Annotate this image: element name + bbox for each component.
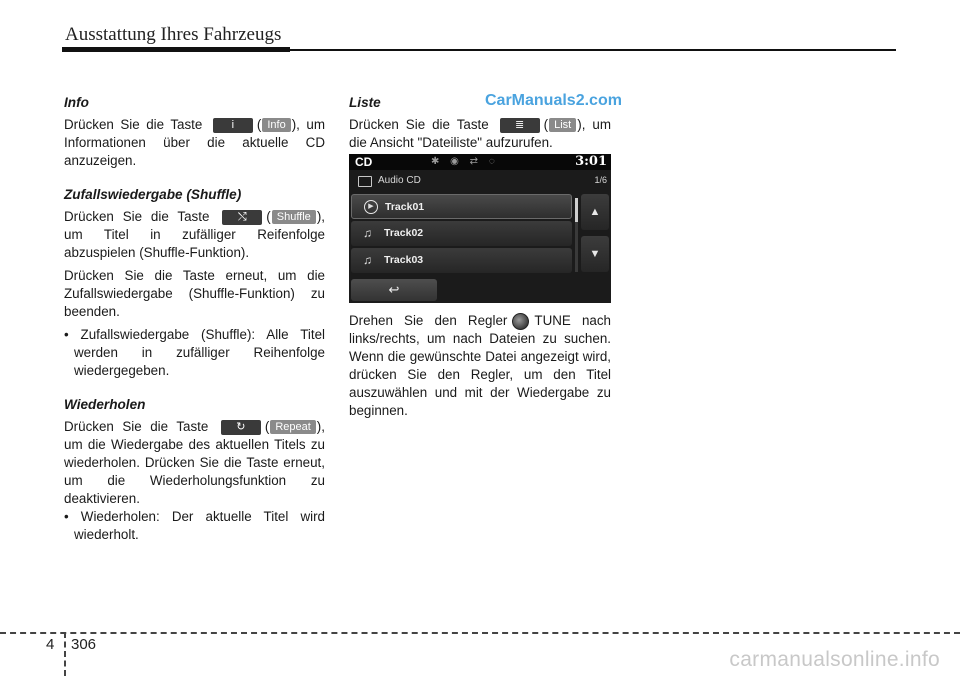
- right-column: [349, 94, 611, 152]
- shuffle-bullet: • Zufallswiedergabe (Shuffle): Alle Titel werden in zufälliger Reihenfolge wiedergegeben.: [64, 327, 325, 378]
- cd-screen: [349, 154, 611, 303]
- folder-name: Audio CD: [378, 175, 421, 186]
- tune-section: [349, 312, 611, 420]
- info-key-icon: i: [213, 118, 253, 133]
- shuffle-button-label: Shuffle: [272, 210, 316, 224]
- back-button[interactable]: ↩: [351, 279, 437, 301]
- shuffle-paragraph-2: Drücken Sie die Taste erneut, um die Zufallswiedergabe (Shuffle-Funktion) zu beenden.: [64, 268, 325, 319]
- list-button-label: List: [549, 118, 576, 132]
- footer-dashed-line: [0, 632, 960, 634]
- screen-title: CD: [355, 155, 373, 169]
- section-heading-list: Liste: [349, 95, 381, 110]
- left-column: [64, 94, 325, 544]
- folder-row: [349, 172, 611, 192]
- folder-icon: [358, 176, 372, 187]
- repeat-button-label: Repeat: [270, 420, 315, 434]
- track-item-2[interactable]: [351, 221, 572, 246]
- tune-paragraph: Drehen Sie den Regler TUNE nach links/rechts, um nach Dateien zu suchen. Wenn die gewünschte Datei angezeigt wird, drücken Sie den Regler, um den Titel auszuwählen und mit der Wiedergabe zu beginnen.: [349, 313, 611, 418]
- footer-brand-watermark: carmanualsonline.info: [729, 648, 940, 671]
- header-rule-thin: [290, 49, 896, 51]
- section-heading-info: Info: [64, 95, 89, 110]
- status-icons: ✱ ◉ ⇄ ◌: [431, 156, 499, 167]
- play-icon: ▶: [364, 200, 378, 214]
- repeat-key-icon: ↻: [221, 420, 261, 435]
- track-label: Track01: [385, 201, 425, 213]
- music-note-icon: ♫: [363, 253, 372, 267]
- repeat-paragraph: Drücken Sie die Taste ↻ ( Repeat ), um die Wiedergabe des aktuellen Titels zu wiederholen. Drücken Sie die Taste erneut, um die Wiederholungsfunktion zu deaktivieren.: [64, 419, 325, 506]
- track-item-1[interactable]: [351, 194, 572, 219]
- screen-status-bar: [349, 154, 611, 170]
- track-item-3[interactable]: [351, 248, 572, 273]
- shuffle-key-icon: ⤭: [222, 210, 262, 225]
- tune-knob-icon: [512, 313, 529, 330]
- track-label: Track03: [384, 254, 424, 266]
- music-note-icon: ♫: [363, 226, 372, 240]
- scroll-down-button[interactable]: ▼: [581, 236, 609, 272]
- screen-clock: 3:01: [575, 154, 607, 169]
- info-button-label: Info: [262, 118, 290, 132]
- info-paragraph: Drücken Sie die Taste i ( Info ), um Informationen über die aktuelle CD anzuzeigen.: [64, 117, 325, 168]
- repeat-bullet: • Wiederholen: Der aktuelle Titel wird wiederholt.: [64, 509, 325, 542]
- footer-dashed-divider: [64, 632, 66, 676]
- header-rule-thick: [62, 47, 290, 52]
- scroll-up-button[interactable]: ▲: [581, 194, 609, 230]
- list-key-icon: ≣: [500, 118, 540, 133]
- section-heading-shuffle: Zufallswiedergabe (Shuffle): [64, 187, 242, 202]
- page-indicator: 1/6: [594, 175, 607, 185]
- watermark-link[interactable]: CarManuals2.com: [485, 92, 622, 109]
- page-header-title: Ausstattung Ihres Fahrzeugs: [65, 24, 282, 45]
- track-label: Track02: [384, 227, 424, 239]
- section-heading-repeat: Wiederholen: [64, 397, 146, 412]
- list-scrollbar[interactable]: [575, 198, 578, 272]
- page-number: 306: [71, 636, 97, 653]
- list-paragraph: Drücken Sie die Taste ≣ ( List ), um die Ansicht "Dateiliste" aufzurufen.: [349, 117, 611, 150]
- scroll-thumb[interactable]: [575, 198, 578, 222]
- chapter-number: 4: [46, 636, 55, 653]
- shuffle-paragraph: Drücken Sie die Taste ⤭ ( Shuffle ), um Titel in zufälliger Reifenfolge abzuspielen (Shuffle-Funktion).: [64, 209, 325, 260]
